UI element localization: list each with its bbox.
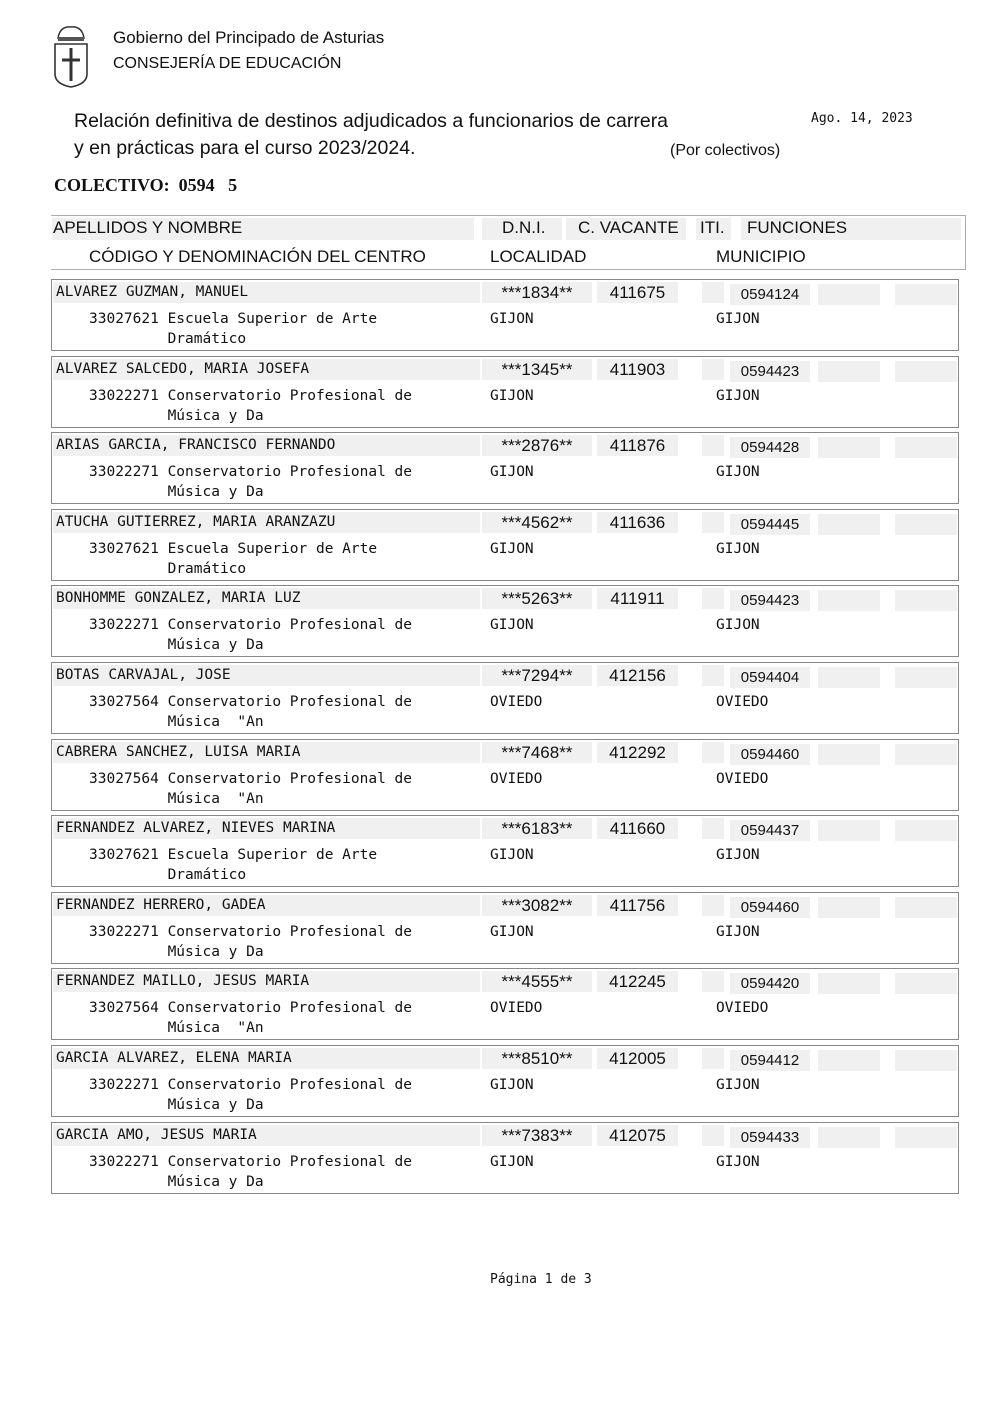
record-iti [702, 742, 724, 763]
record-dni: ***6183** [482, 818, 592, 839]
record-extra-cell [895, 973, 957, 994]
record-row [51, 1122, 959, 1194]
org-name: Gobierno del Principado de Asturias [113, 28, 385, 47]
record-localidad: GIJON [490, 1077, 534, 1093]
record-name: FERNANDEZ HERRERO, GADEA [53, 895, 480, 916]
record-centro [89, 998, 412, 1038]
record-centro [89, 845, 377, 885]
record-iti [702, 818, 724, 839]
record-localidad: GIJON [490, 617, 534, 634]
col-funciones: FUNCIONES [747, 218, 848, 237]
record-vacante: 411675 [597, 282, 678, 303]
record-extra-cell [818, 1127, 880, 1148]
centro-line-2: Dramático [167, 331, 247, 347]
record-row [51, 279, 959, 351]
record-name: ALVAREZ SALCEDO, MARIA JOSEFA [53, 359, 480, 380]
record-iti [702, 665, 724, 686]
record-extra-cell [895, 897, 957, 918]
record-centro [89, 1152, 412, 1192]
record-funcion: 0594423 [730, 590, 810, 611]
record-municipio: GIJON [716, 617, 760, 634]
record-centro [89, 692, 412, 732]
record-extra-cell [818, 897, 880, 918]
record-municipio: GIJON [716, 847, 760, 864]
record-extra-cell [895, 820, 957, 841]
record-iti [702, 1048, 724, 1069]
record-extra-cell [818, 590, 880, 611]
centro-line-2: Música "An [167, 714, 264, 730]
record-extra-cell [818, 744, 880, 765]
centro-line-2: Música "An [167, 790, 264, 807]
record-extra-cell [818, 284, 880, 305]
record-extra-cell [818, 1050, 880, 1071]
record-funcion: 0594404 [730, 667, 810, 688]
col-municipio: MUNICIPIO [716, 247, 806, 266]
record-extra-cell [818, 667, 880, 688]
record-localidad: GIJON [490, 464, 534, 481]
centro-line-2: Música y Da [167, 484, 264, 501]
record-funcion: 0594412 [730, 1050, 810, 1071]
record-funcion: 0594428 [730, 437, 810, 458]
record-row [51, 968, 959, 1040]
col-localidad: LOCALIDAD [490, 247, 587, 266]
record-vacante: 411903 [597, 359, 678, 380]
record-dni: ***1834** [482, 282, 592, 303]
record-municipio: GIJON [716, 1077, 760, 1093]
record-row [51, 356, 959, 428]
title-line-2: y en prácticas para el curso 2023/2024. [74, 137, 416, 159]
centro-line-1: 33027564 Conservatorio Profesional de [89, 1000, 413, 1017]
record-iti [702, 1125, 724, 1146]
asturias-coat-of-arms-logo [52, 24, 90, 88]
record-dni: ***8510** [482, 1048, 592, 1069]
record-localidad: OVIEDO [490, 770, 543, 787]
record-municipio: OVIEDO [716, 770, 769, 787]
record-extra-cell [818, 973, 880, 994]
record-centro [89, 615, 412, 655]
record-row [51, 662, 959, 734]
record-dni: ***7294** [482, 665, 592, 686]
centro-line-1: 33027621 Escuela Superior de Arte [89, 311, 378, 327]
record-dni: ***5263** [482, 588, 592, 609]
centro-line-1: 33027564 Conservatorio Profesional de [89, 770, 413, 787]
record-funcion: 0594437 [730, 820, 810, 841]
centro-line-2: Música y Da [167, 943, 264, 960]
centro-line-2: Dramático [167, 560, 247, 577]
col-iti: ITI. [700, 218, 725, 237]
centro-line-1: 33027621 Escuela Superior de Arte [89, 847, 378, 864]
record-centro [89, 1075, 412, 1115]
record-vacante: 412245 [597, 971, 678, 992]
centro-line-1: 33022271 Conservatorio Profesional de [89, 387, 413, 404]
centro-line-1: 33022271 Conservatorio Profesional de [89, 923, 413, 940]
record-funcion: 0594124 [730, 284, 810, 305]
record-dni: ***4555** [482, 971, 592, 992]
centro-line-2: Música y Da [167, 637, 264, 654]
record-centro [89, 462, 412, 502]
record-vacante: 412005 [597, 1048, 678, 1069]
record-localidad: GIJON [490, 311, 534, 327]
centro-line-2: Música y Da [167, 1097, 264, 1113]
col-dni: D.N.I. [502, 218, 546, 237]
record-extra-cell [895, 590, 957, 611]
record-name: ALVAREZ GUZMAN, MANUEL [53, 282, 480, 303]
record-municipio: GIJON [716, 923, 760, 940]
record-dni: ***3082** [482, 895, 592, 916]
record-extra-cell [818, 437, 880, 458]
record-vacante: 411636 [597, 512, 678, 533]
record-vacante: 411876 [597, 435, 678, 456]
record-municipio: GIJON [716, 540, 760, 557]
record-dni: ***1345** [482, 359, 592, 380]
department-name: CONSEJERÍA DE EDUCACIÓN [113, 55, 342, 72]
record-vacante: 412075 [597, 1125, 678, 1146]
record-iti [702, 895, 724, 916]
record-dni: ***7383** [482, 1125, 592, 1146]
record-localidad: GIJON [490, 923, 534, 940]
record-funcion: 0594433 [730, 1127, 810, 1148]
centro-line-2: Música y Da [167, 1173, 264, 1190]
record-name: BONHOMME GONZALEZ, MARIA LUZ [53, 588, 480, 609]
record-extra-cell [895, 1050, 957, 1071]
column-header [51, 215, 966, 270]
title-line-1: Relación definitiva de destinos adjudicados a funcionarios de carrera [74, 110, 669, 132]
centro-line-2: Dramático [167, 867, 247, 884]
centro-line-2: Música y Da [167, 407, 264, 424]
record-vacante: 411660 [597, 818, 678, 839]
record-name: ATUCHA GUTIERREZ, MARIA ARANZAZU [53, 512, 480, 533]
record-extra-cell [895, 514, 957, 535]
centro-line-1: 33027564 Conservatorio Profesional de [89, 694, 413, 710]
record-localidad: OVIEDO [490, 1000, 543, 1017]
record-vacante: 412292 [597, 742, 678, 763]
record-row [51, 509, 959, 581]
record-name: ARIAS GARCIA, FRANCISCO FERNANDO [53, 435, 480, 456]
record-municipio: OVIEDO [716, 1000, 769, 1017]
record-municipio: GIJON [716, 464, 760, 481]
record-funcion: 0594460 [730, 744, 810, 765]
record-iti [702, 971, 724, 992]
record-centro [89, 309, 377, 349]
record-dni: ***7468** [482, 742, 592, 763]
record-funcion: 0594445 [730, 514, 810, 535]
record-localidad: GIJON [490, 847, 534, 864]
document-date: Ago. 14, 2023 [811, 111, 913, 126]
record-centro [89, 539, 377, 579]
record-localidad: OVIEDO [490, 694, 543, 710]
record-vacante: 411911 [597, 588, 678, 609]
record-dni: ***2876** [482, 435, 592, 456]
record-row [51, 1045, 959, 1117]
col-name: APELLIDOS Y NOMBRE [53, 218, 243, 237]
record-row [51, 432, 959, 504]
record-municipio: GIJON [716, 387, 760, 404]
record-iti [702, 282, 724, 303]
record-extra-cell [818, 514, 880, 535]
record-extra-cell [895, 284, 957, 305]
centro-line-1: 33022271 Conservatorio Profesional de [89, 617, 413, 634]
record-row [51, 892, 959, 964]
record-centro [89, 386, 412, 426]
col-centro: CÓDIGO Y DENOMINACIÓN DEL CENTRO [89, 247, 426, 266]
centro-line-1: 33027621 Escuela Superior de Arte [89, 540, 378, 557]
record-extra-cell [895, 1127, 957, 1148]
record-extra-cell [895, 361, 957, 382]
record-extra-cell [818, 361, 880, 382]
record-funcion: 0594460 [730, 897, 810, 918]
page-number: Página 1 de 3 [490, 1272, 592, 1287]
record-municipio: GIJON [716, 311, 760, 327]
record-name: GARCIA ALVAREZ, ELENA MARIA [53, 1048, 480, 1069]
centro-line-2: Música "An [167, 1020, 264, 1037]
record-municipio: OVIEDO [716, 694, 769, 710]
record-vacante: 412156 [597, 665, 678, 686]
record-localidad: GIJON [490, 387, 534, 404]
record-name: BOTAS CARVAJAL, JOSE [53, 665, 480, 686]
colectivo-label: COLECTIVO: 0594 5 [54, 175, 238, 195]
document-title [74, 108, 668, 162]
record-name: FERNANDEZ MAILLO, JESUS MARIA [53, 971, 480, 992]
record-funcion: 0594420 [730, 973, 810, 994]
subtitle: (Por colectivos) [670, 142, 781, 159]
centro-line-1: 33022271 Conservatorio Profesional de [89, 464, 413, 481]
centro-line-1: 33022271 Conservatorio Profesional de [89, 1077, 413, 1093]
record-extra-cell [895, 744, 957, 765]
record-iti [702, 359, 724, 380]
record-centro [89, 769, 412, 809]
record-name: CABRERA SANCHEZ, LUISA MARIA [53, 742, 480, 763]
centro-line-1: 33022271 Conservatorio Profesional de [89, 1153, 413, 1170]
record-funcion: 0594423 [730, 361, 810, 382]
record-extra-cell [818, 820, 880, 841]
record-row [51, 739, 959, 811]
record-dni: ***4562** [482, 512, 592, 533]
record-name: FERNANDEZ ALVAREZ, NIEVES MARINA [53, 818, 480, 839]
record-row [51, 585, 959, 657]
record-iti [702, 435, 724, 456]
record-iti [702, 512, 724, 533]
record-centro [89, 922, 412, 962]
record-extra-cell [895, 667, 957, 688]
record-municipio: GIJON [716, 1153, 760, 1170]
record-row [51, 815, 959, 887]
col-vacante: C. VACANTE [578, 218, 679, 237]
record-name: GARCIA AMO, JESUS MARIA [53, 1125, 480, 1146]
record-localidad: GIJON [490, 540, 534, 557]
record-vacante: 411756 [597, 895, 678, 916]
record-localidad: GIJON [490, 1153, 534, 1170]
record-extra-cell [895, 437, 957, 458]
record-iti [702, 588, 724, 609]
